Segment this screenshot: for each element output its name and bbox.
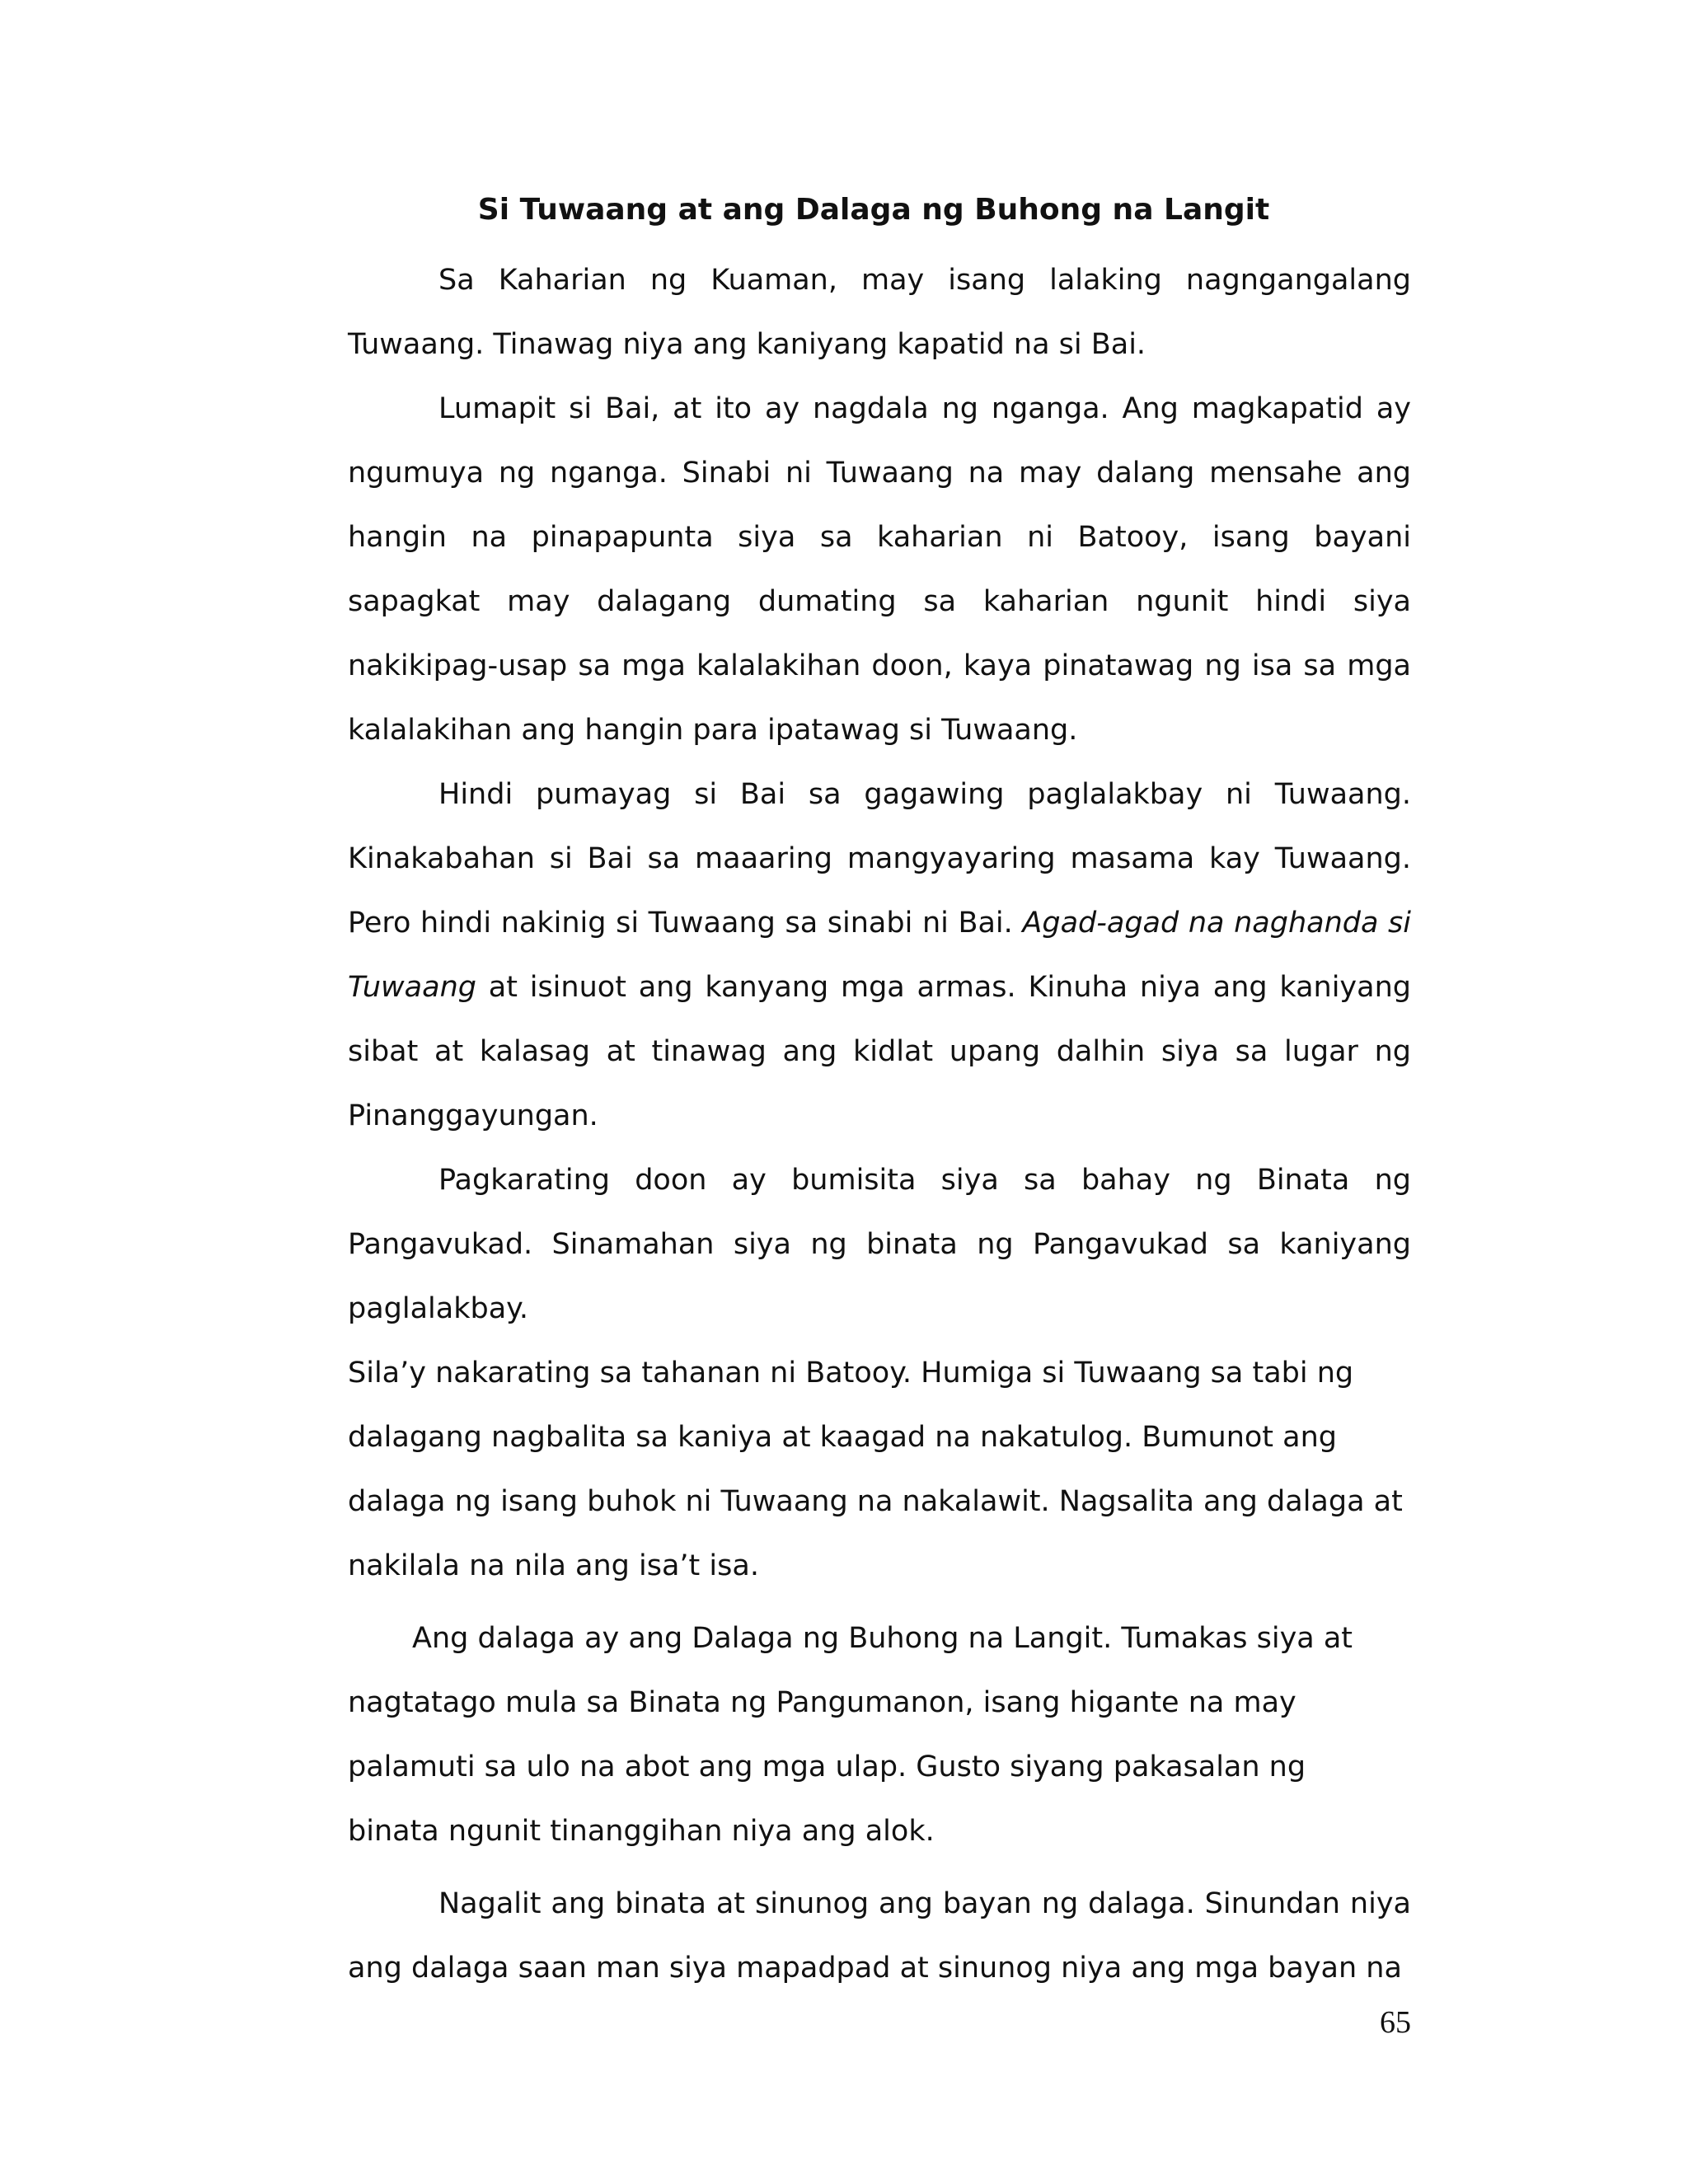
paragraph-3-text-after: at isinuot ang kanyang mga armas. Kinuha niya ang kaniyang sibat at kalasag at tinawag ang kidlat upang dalhin siya sa lugar ng Pinanggayungan.	[348, 971, 1411, 1132]
paragraph-1: Sa Kaharian ng Kuaman, may isang lalaking nagngangalang Tuwaang. Tinawag niya ang kaniyang kapatid na si Bai.	[348, 264, 1411, 361]
page-title: Si Tuwaang at ang Dalaga ng Buhong na Langit	[477, 193, 1270, 227]
italic-phrase: Agad-agad na naghanda si Tuwaang	[348, 907, 1412, 1004]
paragraph-6: Ang dalaga ay ang Dalaga ng Buhong na Langit. Tumakas siya at nagtatago mula sa Binata ng Pangumanon, isang higante na may palamuti sa ulo na abot ang mga ulap. Gusto siyang pakasalan ng binata ngunit tinanggihan niya ang alok.	[348, 1622, 1353, 1848]
paragraph-5: Sila’y nakarating sa tahanan ni Batooy. Humiga si Tuwaang sa tabi ng dalagang nagbalita sa kaniya at kaagad na nakatulog. Bumunot ang dalaga ng isang buhok ni Tuwaang na nakalawit. Nagsalita ang dalaga at nakilala na nila ang isa’t isa.	[348, 1357, 1403, 1582]
paragraph-2: Lumapit si Bai, at ito ay nagdala ng nganga. Ang magkapatid ay ngumuya ng nganga. Sinabi ni Tuwaang na may dalang mensahe ang hangin na pinapapunta siya sa kaharian ni Batooy, isang bayani sapagkat may dalagang dumating sa kaharian ngunit hindi siya nakikipag-usap sa mga kalalakihan doon, kaya pinatawag ng isa sa mga kalalakihan ang hangin para ipatawag si Tuwaang.	[348, 392, 1411, 747]
paragraph-3	[348, 762, 1411, 1148]
paragraph-7: Nagalit ang binata at sinunog ang bayan ng dalaga. Sinundan niya ang dalaga saan man siya mapadpad at sinunog niya ang mga bayan na	[348, 1887, 1411, 1985]
page-number: 65	[1380, 2005, 1411, 2040]
paragraph-4: Pagkarating doon ay bumisita siya sa bahay ng Binata ng Pangavukad. Sinamahan siya ng binata ng Pangavukad sa kaniyang paglalakbay.	[348, 1164, 1411, 1325]
paragraph-3-text-before: Hindi pumayag si Bai sa gagawing paglalakbay ni Tuwaang. Kinakabahan si Bai sa maaaring mangyayaring masama kay Tuwaang. Pero hindi nakinig si Tuwaang sa sinabi ni Bai.	[348, 778, 1411, 940]
story-body	[348, 248, 1411, 2000]
